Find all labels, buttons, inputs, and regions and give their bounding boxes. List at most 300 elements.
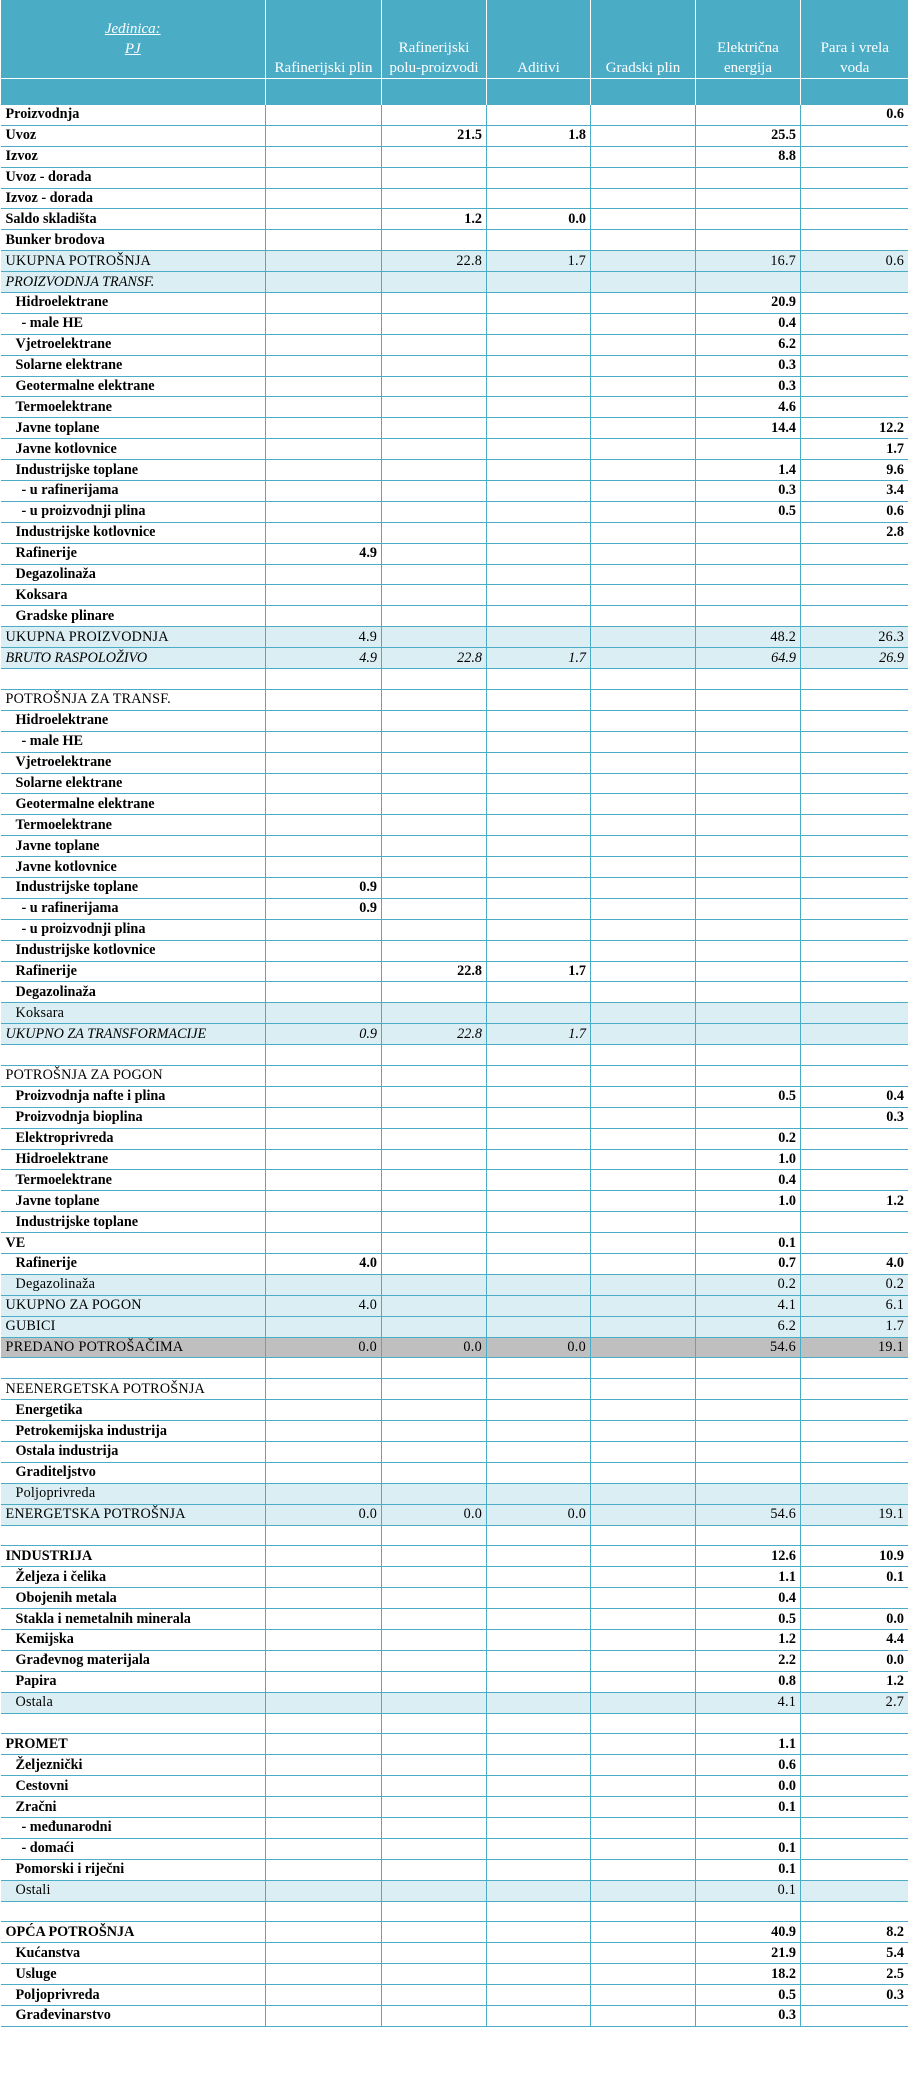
value-cell (801, 1442, 908, 1463)
row-label: Građevnog materijala (1, 1650, 266, 1671)
table-row (1, 752, 908, 773)
row-label: Termoelektrane (1, 397, 266, 418)
value-cell: 2.5 (801, 1964, 908, 1985)
value-cell (591, 1421, 696, 1442)
value-cell (591, 898, 696, 919)
value-cell (487, 1964, 591, 1985)
value-cell: 4.1 (696, 1692, 801, 1713)
value-cell (591, 710, 696, 731)
value-cell (382, 1650, 487, 1671)
value-cell: 0.4 (801, 1086, 908, 1107)
value-cell (591, 251, 696, 272)
value-cell (801, 752, 908, 773)
row-label: Proizvodnja bioplina (1, 1107, 266, 1128)
value-cell (487, 1233, 591, 1254)
value-cell (801, 1525, 908, 1546)
header-spacer-cell (591, 79, 696, 106)
value-cell (801, 731, 908, 752)
table-row (1, 1671, 908, 1692)
value-cell (382, 1609, 487, 1630)
value-cell (801, 898, 908, 919)
value-cell (266, 1985, 382, 2006)
value-cell (266, 1045, 382, 1066)
col-header-elektricna-energija: Električna energija (696, 0, 801, 79)
row-label: Industrijske toplane (1, 460, 266, 481)
value-cell (801, 543, 908, 564)
value-cell (591, 1400, 696, 1421)
value-cell (266, 167, 382, 188)
value-cell (382, 1462, 487, 1483)
value-cell (591, 564, 696, 585)
value-cell (801, 836, 908, 857)
value-cell (487, 1274, 591, 1295)
value-cell: 1.7 (801, 1316, 908, 1337)
table-row (1, 1316, 908, 1337)
value-cell (266, 501, 382, 522)
value-cell (591, 794, 696, 815)
table-row (1, 1630, 908, 1651)
row-label: - u proizvodnji plina (1, 501, 266, 522)
value-cell (266, 2006, 382, 2027)
value-cell (696, 1818, 801, 1839)
spacer-row (1, 1358, 908, 1379)
row-label: Geotermalne elektrane (1, 794, 266, 815)
value-cell (591, 585, 696, 606)
value-cell (487, 230, 591, 251)
value-cell (801, 1400, 908, 1421)
value-cell: 0.0 (487, 1504, 591, 1525)
value-cell (487, 481, 591, 502)
row-label: Degazolinaža (1, 1274, 266, 1295)
table-row (1, 272, 908, 293)
value-cell (487, 1253, 591, 1274)
value-cell (382, 376, 487, 397)
value-cell (801, 188, 908, 209)
value-cell (487, 1755, 591, 1776)
value-cell (591, 1233, 696, 1254)
value-cell (266, 1713, 382, 1734)
value-cell (382, 1170, 487, 1191)
spacer-row (1, 1713, 908, 1734)
unit-header-cell (1, 0, 266, 79)
table-body (1, 105, 908, 2026)
table-row (1, 1149, 908, 1170)
value-cell (266, 1901, 382, 1922)
value-cell (591, 1170, 696, 1191)
value-cell (591, 1880, 696, 1901)
value-cell (591, 919, 696, 940)
value-cell: 1.7 (487, 251, 591, 272)
value-cell (487, 877, 591, 898)
col-header-aditivi: Aditivi (487, 0, 591, 79)
value-cell (382, 1421, 487, 1442)
value-cell (487, 815, 591, 836)
value-cell: 2.7 (801, 1692, 908, 1713)
value-cell: 0.6 (801, 501, 908, 522)
table-row (1, 1128, 908, 1149)
value-cell (696, 1024, 801, 1045)
value-cell (696, 105, 801, 125)
value-cell (591, 961, 696, 982)
value-cell (382, 1985, 487, 2006)
table-row (1, 1253, 908, 1274)
value-cell (591, 1003, 696, 1024)
header-spacer-cell (696, 79, 801, 106)
value-cell (266, 1191, 382, 1212)
value-cell (591, 815, 696, 836)
value-cell (591, 1065, 696, 1086)
value-cell: 1.7 (487, 961, 591, 982)
table-row (1, 940, 908, 961)
value-cell: 0.9 (266, 1024, 382, 1045)
row-label: Hidroelektrane (1, 293, 266, 314)
value-cell (487, 1442, 591, 1463)
row-label: UKUPNO ZA POGON (1, 1295, 266, 1316)
table-row (1, 1024, 908, 1045)
value-cell (266, 1358, 382, 1379)
value-cell: 9.6 (801, 460, 908, 481)
row-label: Kemijska (1, 1630, 266, 1651)
value-cell (266, 1776, 382, 1797)
value-cell (591, 376, 696, 397)
value-cell (487, 689, 591, 710)
table-row (1, 1462, 908, 1483)
value-cell (382, 1776, 487, 1797)
value-cell (382, 1525, 487, 1546)
value-cell (696, 1442, 801, 1463)
table-row (1, 146, 908, 167)
header-spacer-row (1, 79, 908, 106)
value-cell (487, 188, 591, 209)
value-cell (801, 669, 908, 690)
value-cell (696, 1525, 801, 1546)
table-row (1, 543, 908, 564)
value-cell (487, 1943, 591, 1964)
row-label: Rafinerije (1, 961, 266, 982)
value-cell: 4.9 (266, 627, 382, 648)
value-cell: 22.8 (382, 251, 487, 272)
value-cell (487, 627, 591, 648)
value-cell: 0.4 (696, 313, 801, 334)
value-cell (591, 1776, 696, 1797)
value-cell (382, 1880, 487, 1901)
value-cell (266, 1400, 382, 1421)
value-cell (266, 1859, 382, 1880)
row-label: PROMET (1, 1734, 266, 1755)
value-cell (801, 1901, 908, 1922)
row-label: Bunker brodova (1, 230, 266, 251)
value-cell (591, 1797, 696, 1818)
value-cell (487, 1713, 591, 1734)
value-cell: 0.6 (801, 105, 908, 125)
value-cell (801, 313, 908, 334)
row-label: Elektroprivreda (1, 1128, 266, 1149)
value-cell (591, 1713, 696, 1734)
value-cell: 1.4 (696, 460, 801, 481)
value-cell (591, 627, 696, 648)
value-cell (487, 731, 591, 752)
table-row (1, 1588, 908, 1609)
value-cell (591, 230, 696, 251)
value-cell (382, 627, 487, 648)
value-cell (487, 836, 591, 857)
row-label: PROIZVODNJA TRANSF. (1, 272, 266, 293)
value-cell (266, 1442, 382, 1463)
row-label: Građevinarstvo (1, 2006, 266, 2027)
table-row (1, 1233, 908, 1254)
value-cell (801, 1818, 908, 1839)
value-cell: 6.1 (801, 1295, 908, 1316)
value-cell (591, 1901, 696, 1922)
value-cell (591, 1859, 696, 1880)
table-row (1, 1295, 908, 1316)
value-cell (696, 752, 801, 773)
value-cell (591, 606, 696, 627)
value-cell: 4.6 (696, 397, 801, 418)
value-cell: 6.2 (696, 334, 801, 355)
value-cell: 22.8 (382, 961, 487, 982)
table-row (1, 1818, 908, 1839)
value-cell: 0.0 (696, 1776, 801, 1797)
value-cell (382, 543, 487, 564)
value-cell (382, 522, 487, 543)
value-cell (801, 689, 908, 710)
value-cell (487, 1212, 591, 1233)
table-row (1, 836, 908, 857)
row-label: Poljoprivreda (1, 1985, 266, 2006)
table-row (1, 481, 908, 502)
value-cell: 0.5 (696, 1086, 801, 1107)
value-cell (591, 439, 696, 460)
value-cell (487, 1671, 591, 1692)
value-cell (591, 731, 696, 752)
row-label: Industrijske toplane (1, 1212, 266, 1233)
table-row (1, 188, 908, 209)
value-cell: 19.1 (801, 1337, 908, 1358)
value-cell (382, 857, 487, 878)
row-label: Izvoz - dorada (1, 188, 266, 209)
row-label: Papira (1, 1671, 266, 1692)
value-cell (696, 1358, 801, 1379)
table-row (1, 397, 908, 418)
value-cell (487, 710, 591, 731)
value-cell (487, 794, 591, 815)
row-label: Geotermalne elektrane (1, 376, 266, 397)
value-cell (696, 1483, 801, 1504)
value-cell (696, 857, 801, 878)
value-cell: 0.3 (696, 355, 801, 376)
value-cell: 1.2 (696, 1630, 801, 1651)
row-label: Rafinerije (1, 543, 266, 564)
value-cell (266, 794, 382, 815)
header-spacer-cell (801, 79, 908, 106)
value-cell (696, 731, 801, 752)
value-cell (382, 1379, 487, 1400)
value-cell (801, 1421, 908, 1442)
value-cell (266, 940, 382, 961)
row-label: Proizvodnja (1, 105, 266, 125)
value-cell (266, 1065, 382, 1086)
value-cell (696, 543, 801, 564)
value-cell (266, 522, 382, 543)
value-cell (696, 836, 801, 857)
table-row (1, 418, 908, 439)
value-cell (266, 313, 382, 334)
row-label: Industrijske kotlovnice (1, 940, 266, 961)
value-cell: 0.1 (696, 1859, 801, 1880)
value-cell (591, 1609, 696, 1630)
value-cell (591, 1045, 696, 1066)
value-cell (487, 418, 591, 439)
value-cell (382, 1128, 487, 1149)
value-cell (591, 1525, 696, 1546)
value-cell (382, 1191, 487, 1212)
value-cell (591, 1253, 696, 1274)
value-cell (487, 585, 591, 606)
value-cell: 1.0 (696, 1149, 801, 1170)
value-cell: 0.3 (801, 1985, 908, 2006)
table-row (1, 1421, 908, 1442)
header-row (1, 0, 908, 79)
table-row (1, 815, 908, 836)
value-cell (801, 1713, 908, 1734)
value-cell (591, 1838, 696, 1859)
value-cell (382, 606, 487, 627)
value-cell (266, 1818, 382, 1839)
value-cell (487, 752, 591, 773)
value-cell: 0.6 (696, 1755, 801, 1776)
table-row (1, 1107, 908, 1128)
row-label: Poljoprivreda (1, 1483, 266, 1504)
value-cell (696, 689, 801, 710)
value-cell (591, 1442, 696, 1463)
value-cell (696, 585, 801, 606)
table-row (1, 1483, 908, 1504)
value-cell (266, 1797, 382, 1818)
value-cell: 0.6 (801, 251, 908, 272)
table-row (1, 1985, 908, 2006)
table-row (1, 1650, 908, 1671)
table-row (1, 125, 908, 146)
value-cell: 0.0 (487, 209, 591, 230)
value-cell: 0.1 (696, 1880, 801, 1901)
value-cell (801, 1838, 908, 1859)
value-cell: 0.5 (696, 1609, 801, 1630)
value-cell (382, 1086, 487, 1107)
value-cell (591, 188, 696, 209)
table-row (1, 355, 908, 376)
value-cell (591, 1379, 696, 1400)
value-cell (591, 543, 696, 564)
value-cell (591, 209, 696, 230)
value-cell (696, 982, 801, 1003)
table-row (1, 1922, 908, 1943)
table-row (1, 1212, 908, 1233)
row-label: Koksara (1, 1003, 266, 1024)
value-cell: 0.5 (696, 501, 801, 522)
value-cell: 4.4 (801, 1630, 908, 1651)
value-cell (591, 1295, 696, 1316)
value-cell (382, 1734, 487, 1755)
value-cell (266, 564, 382, 585)
value-cell (801, 982, 908, 1003)
header-spacer-cell (487, 79, 591, 106)
row-label: Javne kotlovnice (1, 857, 266, 878)
value-cell (382, 2006, 487, 2027)
table-row (1, 1504, 908, 1525)
value-cell (266, 689, 382, 710)
value-cell (382, 1400, 487, 1421)
value-cell (266, 105, 382, 125)
value-cell (382, 564, 487, 585)
value-cell (591, 1964, 696, 1985)
value-cell (591, 501, 696, 522)
header-spacer-cell (1, 79, 266, 106)
value-cell: 3.4 (801, 481, 908, 502)
value-cell (382, 1233, 487, 1254)
table-row (1, 1546, 908, 1567)
table-row (1, 251, 908, 272)
value-cell (382, 752, 487, 773)
value-cell (591, 1086, 696, 1107)
value-cell: 6.2 (696, 1316, 801, 1337)
value-cell (801, 794, 908, 815)
value-cell (382, 1755, 487, 1776)
value-cell (591, 1107, 696, 1128)
value-cell: 0.3 (696, 2006, 801, 2027)
value-cell (696, 710, 801, 731)
value-cell (382, 1588, 487, 1609)
row-label: Uvoz (1, 125, 266, 146)
row-label: Saldo skladišta (1, 209, 266, 230)
value-cell (266, 815, 382, 836)
table-row (1, 1964, 908, 1985)
value-cell (382, 773, 487, 794)
value-cell: 0.0 (801, 1609, 908, 1630)
value-cell: 0.0 (266, 1504, 382, 1525)
row-label: UKUPNO ZA TRANSFORMACIJE (1, 1024, 266, 1045)
value-cell (591, 1212, 696, 1233)
row-label: - u proizvodnji plina (1, 919, 266, 940)
value-cell (382, 836, 487, 857)
value-cell (487, 1776, 591, 1797)
value-cell (591, 1504, 696, 1525)
value-cell (487, 334, 591, 355)
value-cell (487, 1922, 591, 1943)
value-cell: 0.4 (696, 1170, 801, 1191)
value-cell (591, 1274, 696, 1295)
value-cell (696, 815, 801, 836)
value-cell (266, 1630, 382, 1651)
value-cell (696, 1003, 801, 1024)
value-cell: 21.9 (696, 1943, 801, 1964)
row-label: Pomorski i riječni (1, 1859, 266, 1880)
value-cell (266, 1379, 382, 1400)
value-cell: 0.2 (696, 1274, 801, 1295)
value-cell: 1.7 (487, 648, 591, 669)
table-row (1, 1003, 908, 1024)
value-cell (487, 1170, 591, 1191)
value-cell (266, 1483, 382, 1504)
value-cell (801, 1880, 908, 1901)
value-cell (382, 167, 487, 188)
value-cell: 12.6 (696, 1546, 801, 1567)
value-cell: 4.0 (266, 1253, 382, 1274)
value-cell (487, 293, 591, 314)
value-cell (801, 1212, 908, 1233)
value-cell (487, 1588, 591, 1609)
table-row (1, 919, 908, 940)
